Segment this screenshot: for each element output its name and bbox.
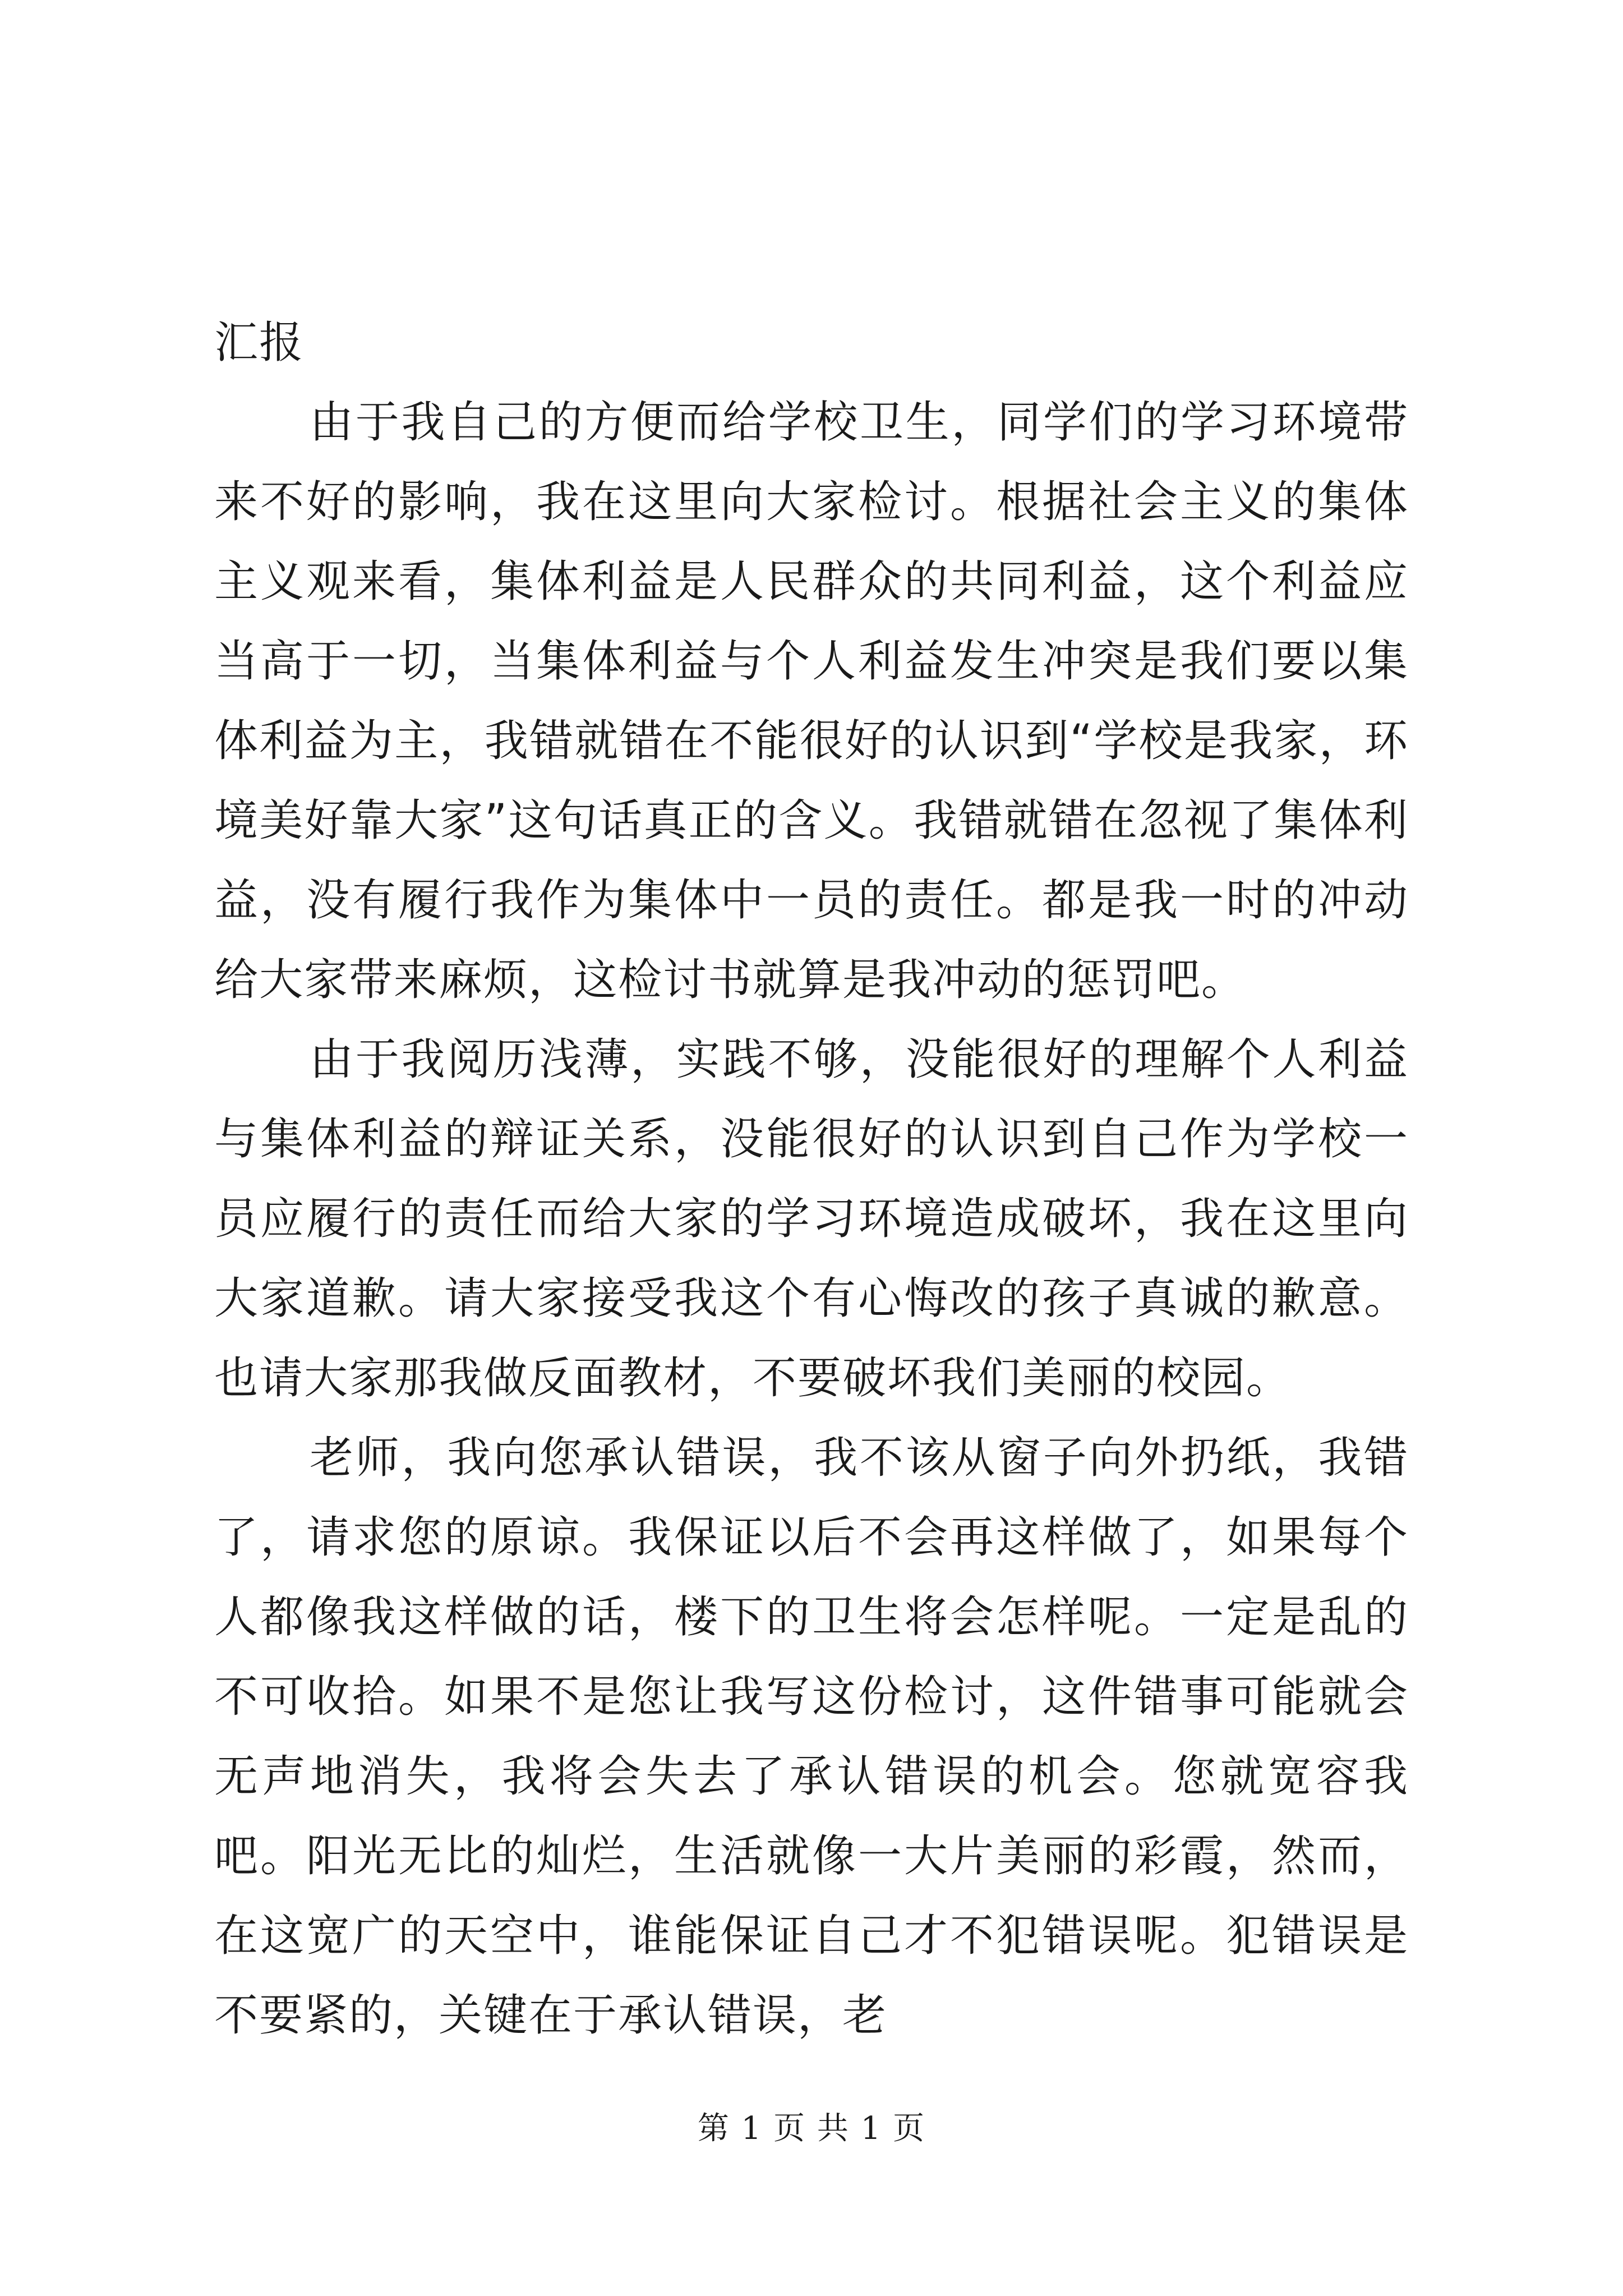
paragraph-3: 老师，我向您承认错误，我不该从窗子向外扔纸，我错了，请求您的原谅。我保证以后不会再这样做了，如果每个人都像我这样做的话，楼下的卫生将会怎样呢。一定是乱的不可收拾。如果不是您让我写这份检讨，这件错事可能就会无声地消失，我将会失去了承认错误的机会。您就宽容我吧。阳光无比的灿烂，生活就像一大片美丽的彩霞，然而，在这宽广的天空中，谁能保证自己才不犯错误呢。犯错误是不要紧的，关键在于承认错误，老	[214, 1433, 1409, 2041]
paragraph-1: 由于我自己的方便而给学校卫生，同学们的学习环境带来不好的影响，我在这里向大家检讨。根据社会主义的集体主义观来看，集体利益是人民群众的共同利益，这个利益应当高于一切，当集体利益与个人利益发生冲突是我们要以集体利益为主，我错就错在不能很好的认识到“学校是我家，环境美好靠大家”这句话真正的含义。我错就错在忽视了集体利益，没有履行我作为集体中一员的责任。都是我一时的冲动给大家带来麻烦，这检讨书就算是我冲动的惩罚吧。	[214, 397, 1409, 1005]
paragraph-2: 由于我阅历浅薄，实践不够，没能很好的理解个人利益与集体利益的辩证关系，没能很好的认识到自己作为学校一员应履行的责任而给大家的学习环境造成破坏，我在这里向大家道歉。请大家接受我这个有心悔改的孩子真诚的歉意。也请大家那我做反面教材，不要破坏我们美丽的校园。	[214, 1034, 1409, 1404]
document-heading: 汇报	[214, 318, 305, 368]
document-body	[214, 303, 1409, 2055]
page-number-footer: 第 1 页 共 1 页	[697, 2110, 926, 2147]
